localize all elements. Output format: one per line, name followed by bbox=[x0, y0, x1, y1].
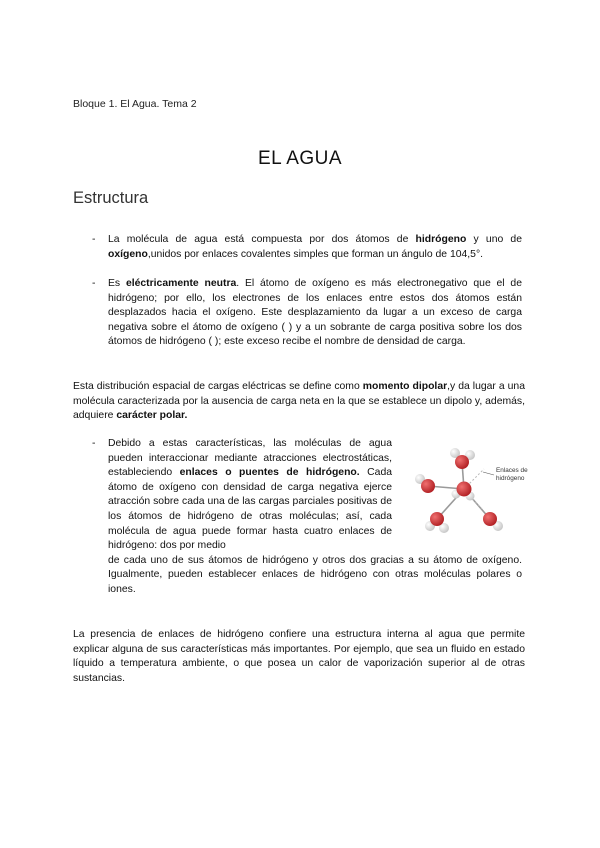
bullet-text: Debido a estas características, las moléculas de agua pueden interaccionar mediante atracciones electrostáticas, estableciendo enlaces o puentes de hidrógeno. Cada átomo de oxígeno con densidad de carga negativa ejerce atracción sobre cada una de las cargas parciales positivas de los átomos de hidrógeno de otras moléculas; así, cada molécula de agua puede formar hasta cuatro enlaces de hidrógeno: dos por medio bbox=[108, 438, 392, 552]
bullet-dash: - bbox=[92, 438, 96, 449]
page-header: Bloque 1. El Agua. Tema 2 bbox=[73, 98, 197, 110]
bullet-dash: - bbox=[92, 234, 96, 245]
oxygen-atom bbox=[483, 512, 497, 526]
figure-label-line2: hidrógeno bbox=[496, 475, 525, 482]
oxygen-atom-center bbox=[457, 482, 472, 497]
bullet-composition bbox=[92, 233, 522, 262]
hydrogen-bond-figure bbox=[410, 441, 535, 546]
bullet-text: Es eléctricamente neutra. El átomo de oxígeno es más electronegativo que el de hidrógeno; por ello, los electrones de los enlaces entre estos dos átomos están desplazados hacia el oxígeno. Este desplazamiento da lugar a un exceso de carga negativa sobre el átomo de oxígeno ( ) y a un sobrante de carga positiva sobre los dos átomos de hidrógeno ( ); este exceso recibe el nombre de densidad de carga. bbox=[108, 278, 522, 348]
label-leader bbox=[483, 472, 494, 475]
figure-label-line1: Enlaces de bbox=[496, 467, 528, 474]
oxygen-atom bbox=[455, 455, 469, 469]
bullet-neutrality bbox=[92, 277, 522, 350]
oxygen-atom bbox=[421, 479, 435, 493]
section-heading: Estructura bbox=[73, 189, 149, 207]
oxygen-atom bbox=[430, 512, 444, 526]
bullet-dash: - bbox=[92, 278, 96, 289]
page-title: EL AGUA bbox=[257, 148, 343, 169]
paragraph-dipole: Esta distribución espacial de cargas eléctricas se define como momento dipolar,y da lugar a una molécula caracterizada por la ausencia de carga neta en la que se establece un dipolo y, además, adquiere carácter polar. bbox=[73, 381, 525, 422]
oxygen-atoms bbox=[421, 455, 497, 526]
bullet-text: La molécula de agua está compuesta por dos átomos de hidrógeno y uno de oxígeno,unidos por enlaces covalentes simples que forman un ángulo de 104,5°. bbox=[108, 234, 522, 260]
paragraph-properties: La presencia de enlaces de hidrógeno confiere una estructura interna al agua que permite explicar alguna de sus características más importantes. Por ejemplo, que sea un fluido en estado líquido a temperatura ambiente, o que posea un calor de vaporización superior al de otras sustancias. bbox=[73, 629, 525, 684]
bullet-text-continued: de cada uno de sus átomos de hidrógeno y otros dos gracias a su átomo de oxígeno. Igualmente, pueden establecer enlaces de hidrógeno con otras moléculas polares o iones. bbox=[108, 554, 522, 595]
